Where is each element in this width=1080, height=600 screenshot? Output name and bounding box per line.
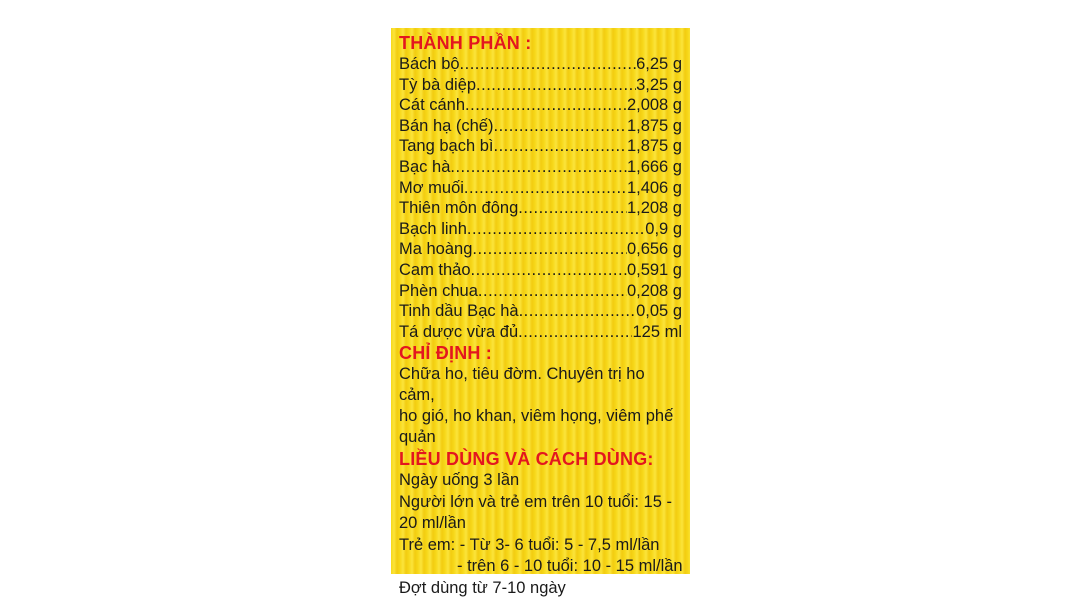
ingredient-name: Tỳ bà diệp bbox=[399, 75, 477, 94]
ingredient-name: Bạch linh bbox=[399, 219, 467, 238]
dot-leader bbox=[460, 54, 637, 75]
ingredient-amount: 1,666 g bbox=[626, 157, 682, 176]
dot-leader bbox=[478, 281, 627, 302]
dosage-line: 20 ml/lần bbox=[399, 514, 466, 533]
ingredient-name: Tinh dầu Bạc hà bbox=[399, 302, 519, 321]
ingredient-row bbox=[399, 239, 682, 260]
dot-leader bbox=[472, 239, 627, 260]
ingredient-amount: 125 ml bbox=[632, 322, 682, 341]
indications-text bbox=[399, 364, 682, 448]
ingredient-name: Ma hoàng bbox=[399, 240, 473, 259]
dosage-line: Đợt dùng từ 7-10 ngày bbox=[399, 578, 566, 597]
dot-leader bbox=[518, 322, 632, 343]
ingredients-heading: THÀNH PHẦN : bbox=[399, 33, 532, 53]
dot-leader bbox=[471, 260, 627, 281]
ingredient-row bbox=[399, 136, 682, 157]
ingredient-row bbox=[399, 281, 682, 302]
ingredient-name: Cát cánh bbox=[399, 96, 466, 115]
ingredient-row bbox=[399, 54, 682, 75]
dot-leader bbox=[476, 75, 636, 96]
ingredient-amount: 6,25 g bbox=[636, 55, 682, 73]
ingredient-amount: 0,9 g bbox=[645, 219, 682, 238]
ingredient-row bbox=[399, 322, 682, 343]
dot-leader bbox=[464, 178, 627, 199]
ingredient-row bbox=[399, 157, 682, 178]
ingredient-amount: 0,208 g bbox=[626, 281, 682, 300]
indications-heading: CHỈ ĐỊNH : bbox=[399, 343, 492, 364]
ingredient-name: Phèn chua bbox=[399, 281, 478, 300]
dot-leader bbox=[493, 116, 626, 137]
ingredient-amount: 1,406 g bbox=[626, 178, 682, 197]
ingredient-amount: 1,875 g bbox=[626, 137, 682, 156]
dot-leader bbox=[519, 301, 637, 322]
dosage-line: Ngày uống 3 lần bbox=[399, 471, 520, 490]
ingredient-amount: 0,591 g bbox=[626, 260, 682, 279]
ingredient-row bbox=[399, 116, 682, 137]
dot-leader bbox=[467, 219, 645, 240]
ingredient-row bbox=[399, 95, 682, 116]
indications-line: ho gió, ho khan, viêm họng, viêm phế bbox=[399, 407, 674, 426]
ingredient-row bbox=[399, 301, 682, 322]
ingredient-name: Cam thảo bbox=[399, 260, 471, 279]
ingredient-name: Bách bộ bbox=[399, 55, 460, 73]
indications-line: quản bbox=[399, 428, 436, 447]
ingredient-name: Mơ muối bbox=[399, 178, 464, 197]
dosage-line: Trẻ em: - Từ 3- 6 tuổi: 5 - 7,5 ml/lần bbox=[399, 535, 660, 554]
dosage-heading: LIỀU DÙNG VÀ CÁCH DÙNG: bbox=[399, 449, 654, 470]
dosage-line: Người lớn và trẻ em trên 10 tuổi: 15 - bbox=[399, 492, 672, 511]
ingredient-amount: 3,25 g bbox=[636, 75, 682, 94]
ingredient-row bbox=[399, 178, 682, 199]
dot-leader bbox=[465, 95, 627, 116]
ingredient-name: Bán hạ (chế) bbox=[399, 116, 494, 135]
ingredient-row bbox=[399, 75, 682, 96]
dot-leader bbox=[494, 136, 627, 157]
ingredient-name: Thiên môn đông bbox=[399, 199, 519, 218]
dosage-line: - trên 6 - 10 tuổi: 10 - 15 ml/lần bbox=[457, 557, 683, 576]
indications-line: Chữa ho, tiêu đờm. Chuyên trị ho cảm, bbox=[399, 365, 645, 405]
ingredient-row bbox=[399, 260, 682, 281]
ingredient-row bbox=[399, 219, 682, 240]
ingredient-name: Tang bạch bì bbox=[399, 137, 494, 156]
ingredient-label-panel bbox=[391, 28, 690, 597]
ingredient-amount: 0,05 g bbox=[636, 302, 682, 321]
dot-leader bbox=[450, 157, 627, 178]
ingredient-name: Bạc hà bbox=[399, 157, 451, 176]
ingredient-amount: 0,656 g bbox=[626, 240, 682, 259]
ingredient-amount: 1,208 g bbox=[626, 199, 682, 218]
dot-leader bbox=[518, 198, 627, 219]
ingredient-amount: 2,008 g bbox=[626, 96, 682, 115]
ingredient-amount: 1,875 g bbox=[626, 116, 682, 135]
ingredient-row bbox=[399, 198, 682, 219]
ingredient-name: Tá dược vừa đủ bbox=[399, 322, 519, 341]
